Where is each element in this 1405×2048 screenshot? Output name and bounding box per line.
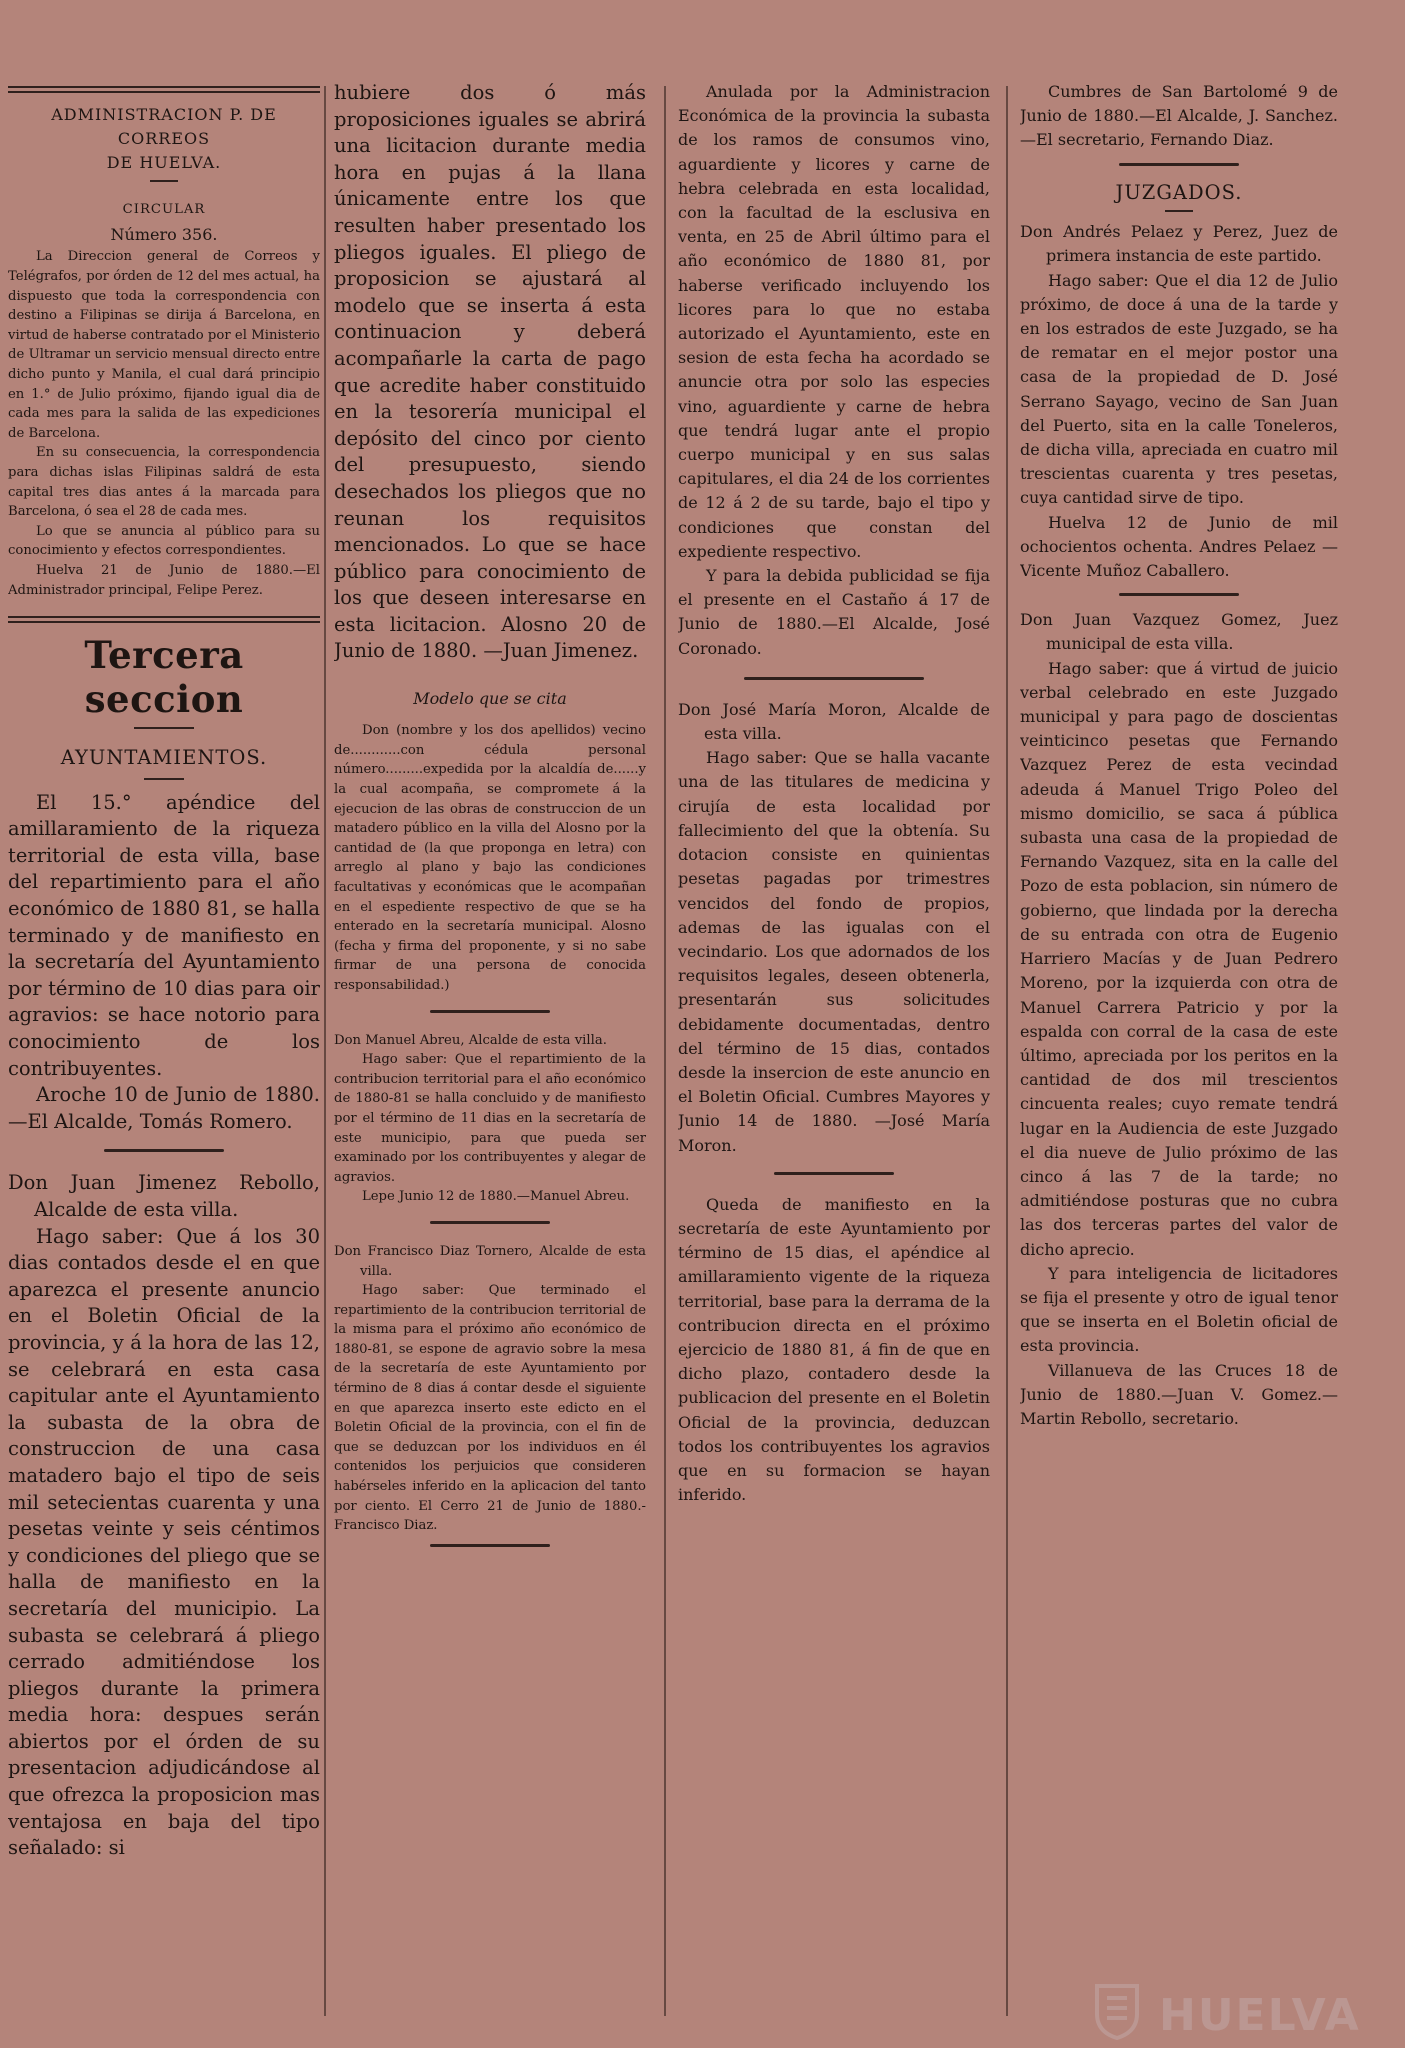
column-rule [664,86,666,2016]
modelo-text: Don (nombre y los dos apellidos) vecino de............con cédula personal número.........expedida por la alcaldía de......y la cual acompaña, se compromete á la ejecucion de las obras de construccion de un matadero público en la villa del Alosno por la cantidad de (la que proponga en letra) con arreglo al plano y bajo las condiciones facultativas y económicas que le acompañan en el espediente respectivo de que se ha enterado en la secretaría municipal. Alosno (fecha y firma del proponente, y si no sabe firmar de una persona de conocida responsabilidad.) [334,723,646,993]
pelaez-signature: Huelva 12 de Junio de mil ochocientos ochenta. Andres Pelaez —Vicente Muñoz Caballero. [1020,512,1338,581]
alosno-heading: Don Juan Jimenez Rebollo, Alcalde de esta villa. [8,1171,320,1221]
cumbres-bartolo-signature: Cumbres de San Bartolomé 9 de Junio de 1880.—El Alcalde, J. Sanchez.—El secretario, Fernando Diaz. [1020,82,1338,150]
column-rule [1006,86,1008,2016]
column-3 [678,80,990,1507]
circular-signature: Huelva 21 de Junio de 1880.—El Administrador principal, Felipe Perez. [8,562,320,598]
vazquez-notice: Hago saber: que á virtud de juicio verbal celebrado en este Juzgado municipal y para pago de doscientas veinticinco pesetas que Fernando Vazquez Perez de esta vecindad adeuda á Manuel Trigo Poleo del mismo domicilio, se saca á pública subasta una casa de la propiedad de Fernando Vazquez, sita en la calle del Pozo de esta poblacion, sin número de gobierno, que lindada por la derecha de su entrada con otra de Eugenio Harriero Macías y de Juan Pedrero Moreno, por la izquierda con otra de Manuel Carrera Patricio y por la espalda con corral de la casa de este último, apreciada por los peritos en la cantidad de dos mil trescientos cincuenta reales; cuyo remate tendrá lugar en la Audiencia de este Juzgado el dia nueve de Julio próximo de las cinco á las 7 de la tarde; no admitiéndose posturas que no cubra las dos terceras partes del valor de dicho aprecio. [1020,658,1338,1259]
section-rule [8,616,320,623]
alosno-notice-continued: hubiere dos ó más proposiciones iguales se abrirá una licitacion durante media hora en pujas á la llana únicamente entre los que resulten haber presentado los pliegos iguales. El pliego de proposicion se ajustará al modelo que se inserta á esta continuacion y deberá acompañarle la carta de pago que acredite haber constituido en la tesorería municipal el depósito del cinco por ciento del presupuesto, siendo desechados los pliegos que no reunan los requisitos mencionados. Lo que se hace público para conocimiento de los que deseen interesarse en esta licitacion. Alosno 20 de Junio de 1880. —Juan Jimenez. [334,81,646,663]
lepe-notice: Hago saber: Que el repartimiento de la contribucion territorial para el año económico de 1880-81 se halla concluido y de manifiesto por el término de 11 dias en la secretaría de este municipio, para que pueda ser examinado por los contribuyentes y alegar de agravios. [334,1052,646,1185]
separator [774,1172,894,1175]
cumbres-mayores-heading: Don José María Moron, Alcalde de esta villa. [678,699,990,744]
column-1 [8,80,320,1862]
separator [430,1221,550,1224]
section-title: Tercera seccion [84,633,244,722]
cerro-notice: Hago saber: Que terminado el repartimiento de la contribucion territorial de la misma para el próximo año económico de 1880-81, se espone de agravio sobre la mesa de la secretaría de este Ayuntamiento por término de 8 dias á contar desde el siguiente en que aparezca inserto este edicto en el Boletin Oficial de la provincia, con el fin de que se deduzcan por los individuos en él contenidos los perjuicios que consideren habérseles inferido en la aplicacion del tanto por ciento. El Cerro 21 de Junio de 1880.-Francisco Diaz. [334,1283,646,1534]
ornament [134,725,194,731]
correos-subheader: DE HUELVA. [106,153,222,173]
pelaez-heading: Don Andrés Pelaez y Perez, Juez de primera instancia de este partido. [1020,222,1338,266]
cumbres-mayores-notice: Hago saber: Que se halla vacante una de las titulares de medicina y cirujía de esta localidad por fallecimiento del que la obtenía. Su dotacion consiste en quinientas pesetas pagadas por trimestres vencidos del fondo de propios, ademas de las igualas con el vecindario. Los que adornados de los requisitos legales, deseen obtenerla, presentarán sus solicitudes debidamente documentadas, dentro del término de 15 dias, contados desde la insercion de este anuncio en el Boletin Oficial. Cumbres Mayores y Junio 14 de 1880. —José María Moron. [678,748,990,1155]
top-rule [8,86,320,93]
crest-icon [1089,1980,1145,2042]
vazquez-signature: Villanueva de las Cruces 18 de Junio de 1880.—Juan V. Gomez.—Martin Rebollo, secretario. [1020,1360,1338,1428]
circular-label: CIRCULAR [122,201,206,217]
lepe-signature: Lepe Junio 12 de 1880.—Manuel Abreu. [362,1189,630,1205]
castano-notice: Anulada por la Administracion Económica de la provincia la subasta de los ramos de consumos vino, aguardiente y licores y carne de hebra celebrada en esta localidad, con la facultad de la esclusiva en venta, en 25 de Abril último para el año económico de 1880 81, por haberse verificado incluyendo los licores para lo que no estaba autorizado el Ayuntamiento, este en sesion de esta fecha ha acordado se anuncie otra por solo las especies vino, aguardiente y carne de hebra que tendrá lugar ante el propio cuerpo municipal y en sus salas capitulares, el dia 24 de los corrientes de 12 á 2 de su tarde, bajo el tipo y condiciones que constan del expediente respectivo. [678,82,990,561]
cumbres-bartolo-notice: Queda de manifiesto en la secretaría de este Ayuntamiento por término de 15 dias, el apéndice al amillaramiento vigente de la riqueza territorial, base para la derrama de la contribucion directa en el próximo ejercicio de 1880 81, á fin de que en dicho plazo, contadero desde la publicacion del presente en el Boletin Oficial de la provincia, deduzcan todos los contribuyentes los agravios que en su formacion se hayan inferido. [678,1194,990,1505]
circular-paragraph: La Direccion general de Correos y Telégrafos, por órden de 12 del mes actual, ha dispuesto que toda la correspondencia con destino a Filipinas se dirija á Barcelona, en virtud de haberse contratado por el Ministerio de Ultramar un servicio mensual directo entre dicho punto y Manila, el cual dará principio en 1.° de Julio próximo, fijando igual dia de cada mes para la salida de las expediciones de Barcelona. [8,249,320,441]
separator [1119,593,1239,596]
circular-number: Número 356. [110,225,218,245]
aroche-signature: Aroche 10 de Junio de 1880.—El Alcalde, Tomás Romero. [8,1083,320,1133]
vazquez-notice: Y para inteligencia de licitadores se fija el presente y otro de igual tenor que se inserta en el Boletin oficial de esta provincia. [1020,1263,1338,1356]
correos-header: ADMINISTRACION P. DE CORREOS [51,105,277,149]
column-4 [1020,80,1338,1431]
separator [430,1544,550,1547]
modelo-title: Modelo que se cita [413,689,567,709]
circular-paragraph: Lo que se anuncia al público para su conocimiento y efectos correspondientes. [8,523,320,559]
lepe-heading: Don Manuel Abreu, Alcalde de esta villa. [334,1032,607,1048]
alosno-notice: Hago saber: Que á los 30 dias contados desde el en que aparezca el presente anuncio en el Boletin Oficial de la provincia, y á la hora de las 12, se celebrará en esta casa capitular ante el Ayuntamiento la subasta de la obra de construccion de una casa matadero bajo el tipo de seis mil setecientas cuarenta y una pesetas veinte y seis céntimos y condiciones del pliego que se halla de manifiesto en la secretaría del municipio. La subasta se celebrará á pliego cerrado admitiéndose los pliegos durante la primera media hora: despues serán abiertos por el órden de su presentacion adjudicándose al que ofrezca la proposicion mas ventajosa en baja del tipo señalado: si [8,1224,320,1860]
separator [430,1010,550,1013]
column-rule [324,86,326,2016]
juzgados-heading: JUZGADOS. [1115,180,1243,204]
separator [104,1149,224,1152]
separator [744,677,924,680]
cerro-heading: Don Francisco Diaz Tornero, Alcalde de esta villa. [334,1243,646,1279]
aroche-notice: El 15.° apéndice del amillaramiento de la riqueza territorial de esta villa, base del repartimiento para el año económico de 1880 81, se halla terminado y de manifiesto en la secretaría del Ayuntamiento por término de 10 dias para oir agravios: se hace notorio para conocimiento de los contribuyentes. [8,790,320,1080]
watermark-text: HUELVA [1159,1990,1361,2041]
separator [1119,163,1239,166]
circular-paragraph: En su consecuencia, la correspondencia para dichas islas Filipinas saldrá de esta capital tres dias antes á la marcada para Barcelona, ó sea el 28 de cada mes. [8,445,320,520]
archive-watermark [1089,1980,1361,2042]
pelaez-notice: Hago saber: Que el dia 12 de Julio próximo, de doce á una de la tarde y en los estrados de este Juzgado, se ha de rematar en el mejor postor una casa de la propiedad de D. José Serrano Sayago, vecino de San Juan del Puerto, sita en la calle Toneleros, de dicha villa, apreciada en cuatro mil trescientas cuarenta y tres pesetas, cuya cantidad sirve de tipo. [1020,270,1338,508]
column-2 [334,80,646,1565]
castano-signature: Y para la debida publicidad se fija el presente en el Castaño á 17 de Junio de 1880.—El Alcalde, José Coronado. [678,566,990,658]
ayuntamientos-heading: AYUNTAMIENTOS. [60,746,268,770]
vazquez-heading: Don Juan Vazquez Gomez, Juez municipal de esta villa. [1020,610,1338,654]
